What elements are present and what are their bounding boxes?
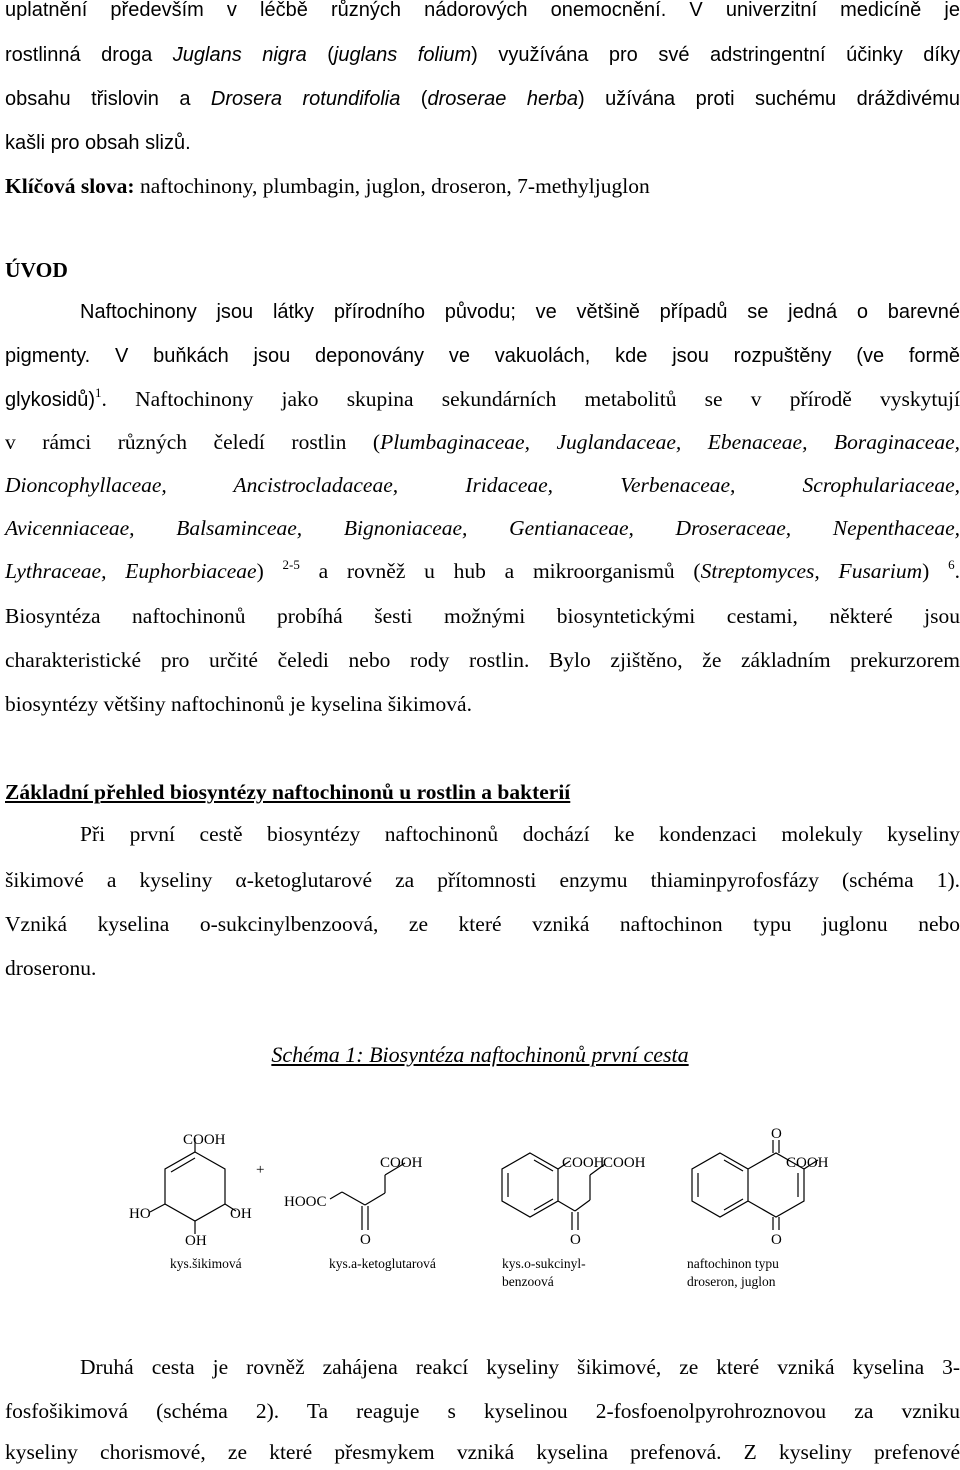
paragraph-line bbox=[5, 40, 960, 70]
section-heading-overview: Základní přehled biosyntézy naftochinonů u rostlin a bakterií bbox=[5, 780, 571, 804]
text: ( bbox=[400, 88, 428, 110]
text: ) užívána proti suchému dráždivému bbox=[578, 88, 960, 110]
text: pigmenty. V buňkách jsou deponovány ve vakuolách, kde jsou rozpuštěny (ve formě bbox=[5, 345, 960, 367]
genus-names: Streptomyces, Fusarium bbox=[700, 559, 923, 583]
citation: 1 bbox=[95, 385, 102, 400]
text: a rovněž u hub a mikroorganismů ( bbox=[299, 559, 701, 583]
paragraph-line bbox=[5, 1437, 960, 1467]
text: obsahu třislovin a bbox=[5, 88, 211, 110]
paragraph-line bbox=[5, 689, 960, 719]
species-name: Juglans nigra bbox=[172, 44, 307, 66]
formula-label: COOH bbox=[380, 1155, 423, 1171]
formula-label: O bbox=[570, 1232, 581, 1248]
paragraph-line bbox=[5, 601, 960, 631]
family-names: Dioncophyllaceae, Ancistrocladaceae, Iridaceae, Verbenaceae, Scrophulariaceae, bbox=[5, 473, 960, 497]
text: droseronu. bbox=[5, 956, 97, 980]
formula-label: COOH bbox=[786, 1155, 829, 1171]
paragraph-line bbox=[5, 384, 960, 417]
formula-label: COOH bbox=[183, 1132, 226, 1148]
paragraph-line bbox=[5, 1396, 960, 1426]
text: . bbox=[954, 559, 960, 583]
text: Při první cestě biosyntézy naftochinonů dochází ke kondenzaci molekuly kyseliny bbox=[80, 822, 960, 846]
text: Biosyntéza naftochinonů probíhá šesti možnými biosyntetickými cestami, některé jsou bbox=[5, 604, 960, 628]
formula-label: O bbox=[771, 1126, 782, 1142]
text: -ketoglutarové za přítomnosti enzymu thiaminpyrofosfázy (schéma 1). bbox=[246, 868, 960, 892]
alpha-symbol: α bbox=[235, 868, 247, 892]
paragraph-line bbox=[5, 427, 960, 457]
family-names: Avicenniaceae, Balsaminceae, Bignoniaceae, Gentianaceae, Droseraceae, Nepenthaceae, bbox=[5, 516, 960, 540]
paragraph-line bbox=[80, 819, 960, 849]
text: ) využívána pro své adstringentní účinky díky bbox=[471, 44, 960, 66]
compound-label-naphthoquinone: droseron, juglon bbox=[687, 1274, 776, 1289]
keywords-text: naftochinony, plumbagin, juglon, droseron, 7-methyljuglon bbox=[134, 174, 650, 198]
text: biosyntézy většiny naftochinonů je kyselina šikimová. bbox=[5, 692, 472, 716]
paragraph-line bbox=[5, 556, 960, 589]
citation: 2-5 bbox=[282, 557, 300, 572]
text: glykosidů) bbox=[5, 389, 96, 411]
formula-label: HOOC bbox=[284, 1194, 327, 1210]
text: charakteristické pro určité čeledi nebo rody rostlin. Bylo zjištěno, že základním prekurzorem bbox=[5, 648, 960, 672]
keywords bbox=[5, 171, 960, 201]
paragraph-line bbox=[5, 865, 960, 895]
text: v rámci různých čeledí rostlin ( bbox=[5, 430, 381, 454]
paragraph-line bbox=[80, 297, 960, 327]
plus-sign: + bbox=[256, 1162, 265, 1178]
species-name: Drosera rotundifolia bbox=[210, 88, 401, 110]
text: Vzniká kyselina o-sukcinylbenzoová, ze které vzniká naftochinon typu juglonu nebo bbox=[5, 912, 960, 936]
text: ) bbox=[922, 559, 949, 583]
compound-label-ketoglutaric-acid: kys.a-ketoglutarová bbox=[329, 1256, 436, 1271]
paragraph-line bbox=[5, 470, 960, 500]
paragraph-line bbox=[5, 341, 960, 371]
citation: 6 bbox=[948, 557, 955, 572]
paragraph-line bbox=[5, 909, 960, 939]
text: fosfošikimová (schéma 2). Ta reaguje s kyselinou 2-fosfoenolpyrohroznovou za vzniku bbox=[5, 1399, 960, 1423]
compound-label-naphthoquinone: naftochinon typu bbox=[687, 1256, 779, 1271]
text: kašli pro obsah slizů. bbox=[5, 132, 191, 154]
formula-label: OH bbox=[185, 1233, 207, 1249]
text: kyseliny chorismové, ze které přesmykem vzniká kyselina prefenová. Z kyseliny prefenové bbox=[5, 1440, 960, 1464]
paragraph-line bbox=[80, 1352, 960, 1382]
compound-label-succinylbenzoic-acid: kys.o-sukcinyl- bbox=[502, 1256, 586, 1271]
drug-name: juglans folium bbox=[333, 44, 472, 66]
formula-label: HO bbox=[129, 1206, 151, 1222]
formula-label: COOH bbox=[562, 1155, 605, 1171]
keywords-label: Klíčová slova: bbox=[5, 174, 135, 198]
paragraph-line bbox=[5, 128, 960, 158]
formula-label: O bbox=[360, 1232, 371, 1248]
text: ) bbox=[256, 559, 283, 583]
text: Druhá cesta je rovněž zahájena reakcí kyseliny šikimové, ze které vzniká kyselina 3- bbox=[80, 1355, 960, 1379]
text: šikimové a kyseliny bbox=[5, 868, 236, 892]
family-names: Plumbaginaceae, Juglandaceae, Ebenaceae, Boraginaceae, bbox=[380, 430, 960, 454]
text: rostlinná droga bbox=[5, 44, 173, 66]
paragraph-line bbox=[5, 84, 960, 114]
family-names: Lythraceae, Euphorbiaceae bbox=[5, 559, 257, 583]
text: Naftochinony jsou látky přírodního původu; ve většině případů se jedná o barevné bbox=[80, 301, 960, 323]
biosynthesis-scheme bbox=[0, 1120, 960, 1300]
text: ( bbox=[306, 44, 334, 66]
section-heading-intro: ÚVOD bbox=[5, 258, 68, 282]
formula-label: O bbox=[771, 1232, 782, 1248]
paragraph-line bbox=[5, 953, 960, 983]
text: . Naftochinony jako skupina sekundárních metabolitů se v přírodě vyskytují bbox=[101, 387, 960, 411]
compound-label-shikimic-acid: kys.šikimová bbox=[170, 1256, 242, 1271]
paragraph-line bbox=[5, 513, 960, 543]
drug-name: droserae herba bbox=[427, 88, 579, 110]
formula-label: COOH bbox=[603, 1155, 646, 1171]
paragraph-line bbox=[5, 0, 960, 25]
compound-label-succinylbenzoic-acid: benzoová bbox=[502, 1274, 554, 1289]
scheme-caption: Schéma 1: Biosyntéza naftochinonů první cesta bbox=[271, 1042, 689, 1067]
text: uplatnění především v léčbě různých nádorových onemocnění. V univerzitní medicíně je bbox=[5, 0, 960, 21]
formula-label: OH bbox=[230, 1206, 252, 1222]
paragraph-line bbox=[5, 645, 960, 675]
